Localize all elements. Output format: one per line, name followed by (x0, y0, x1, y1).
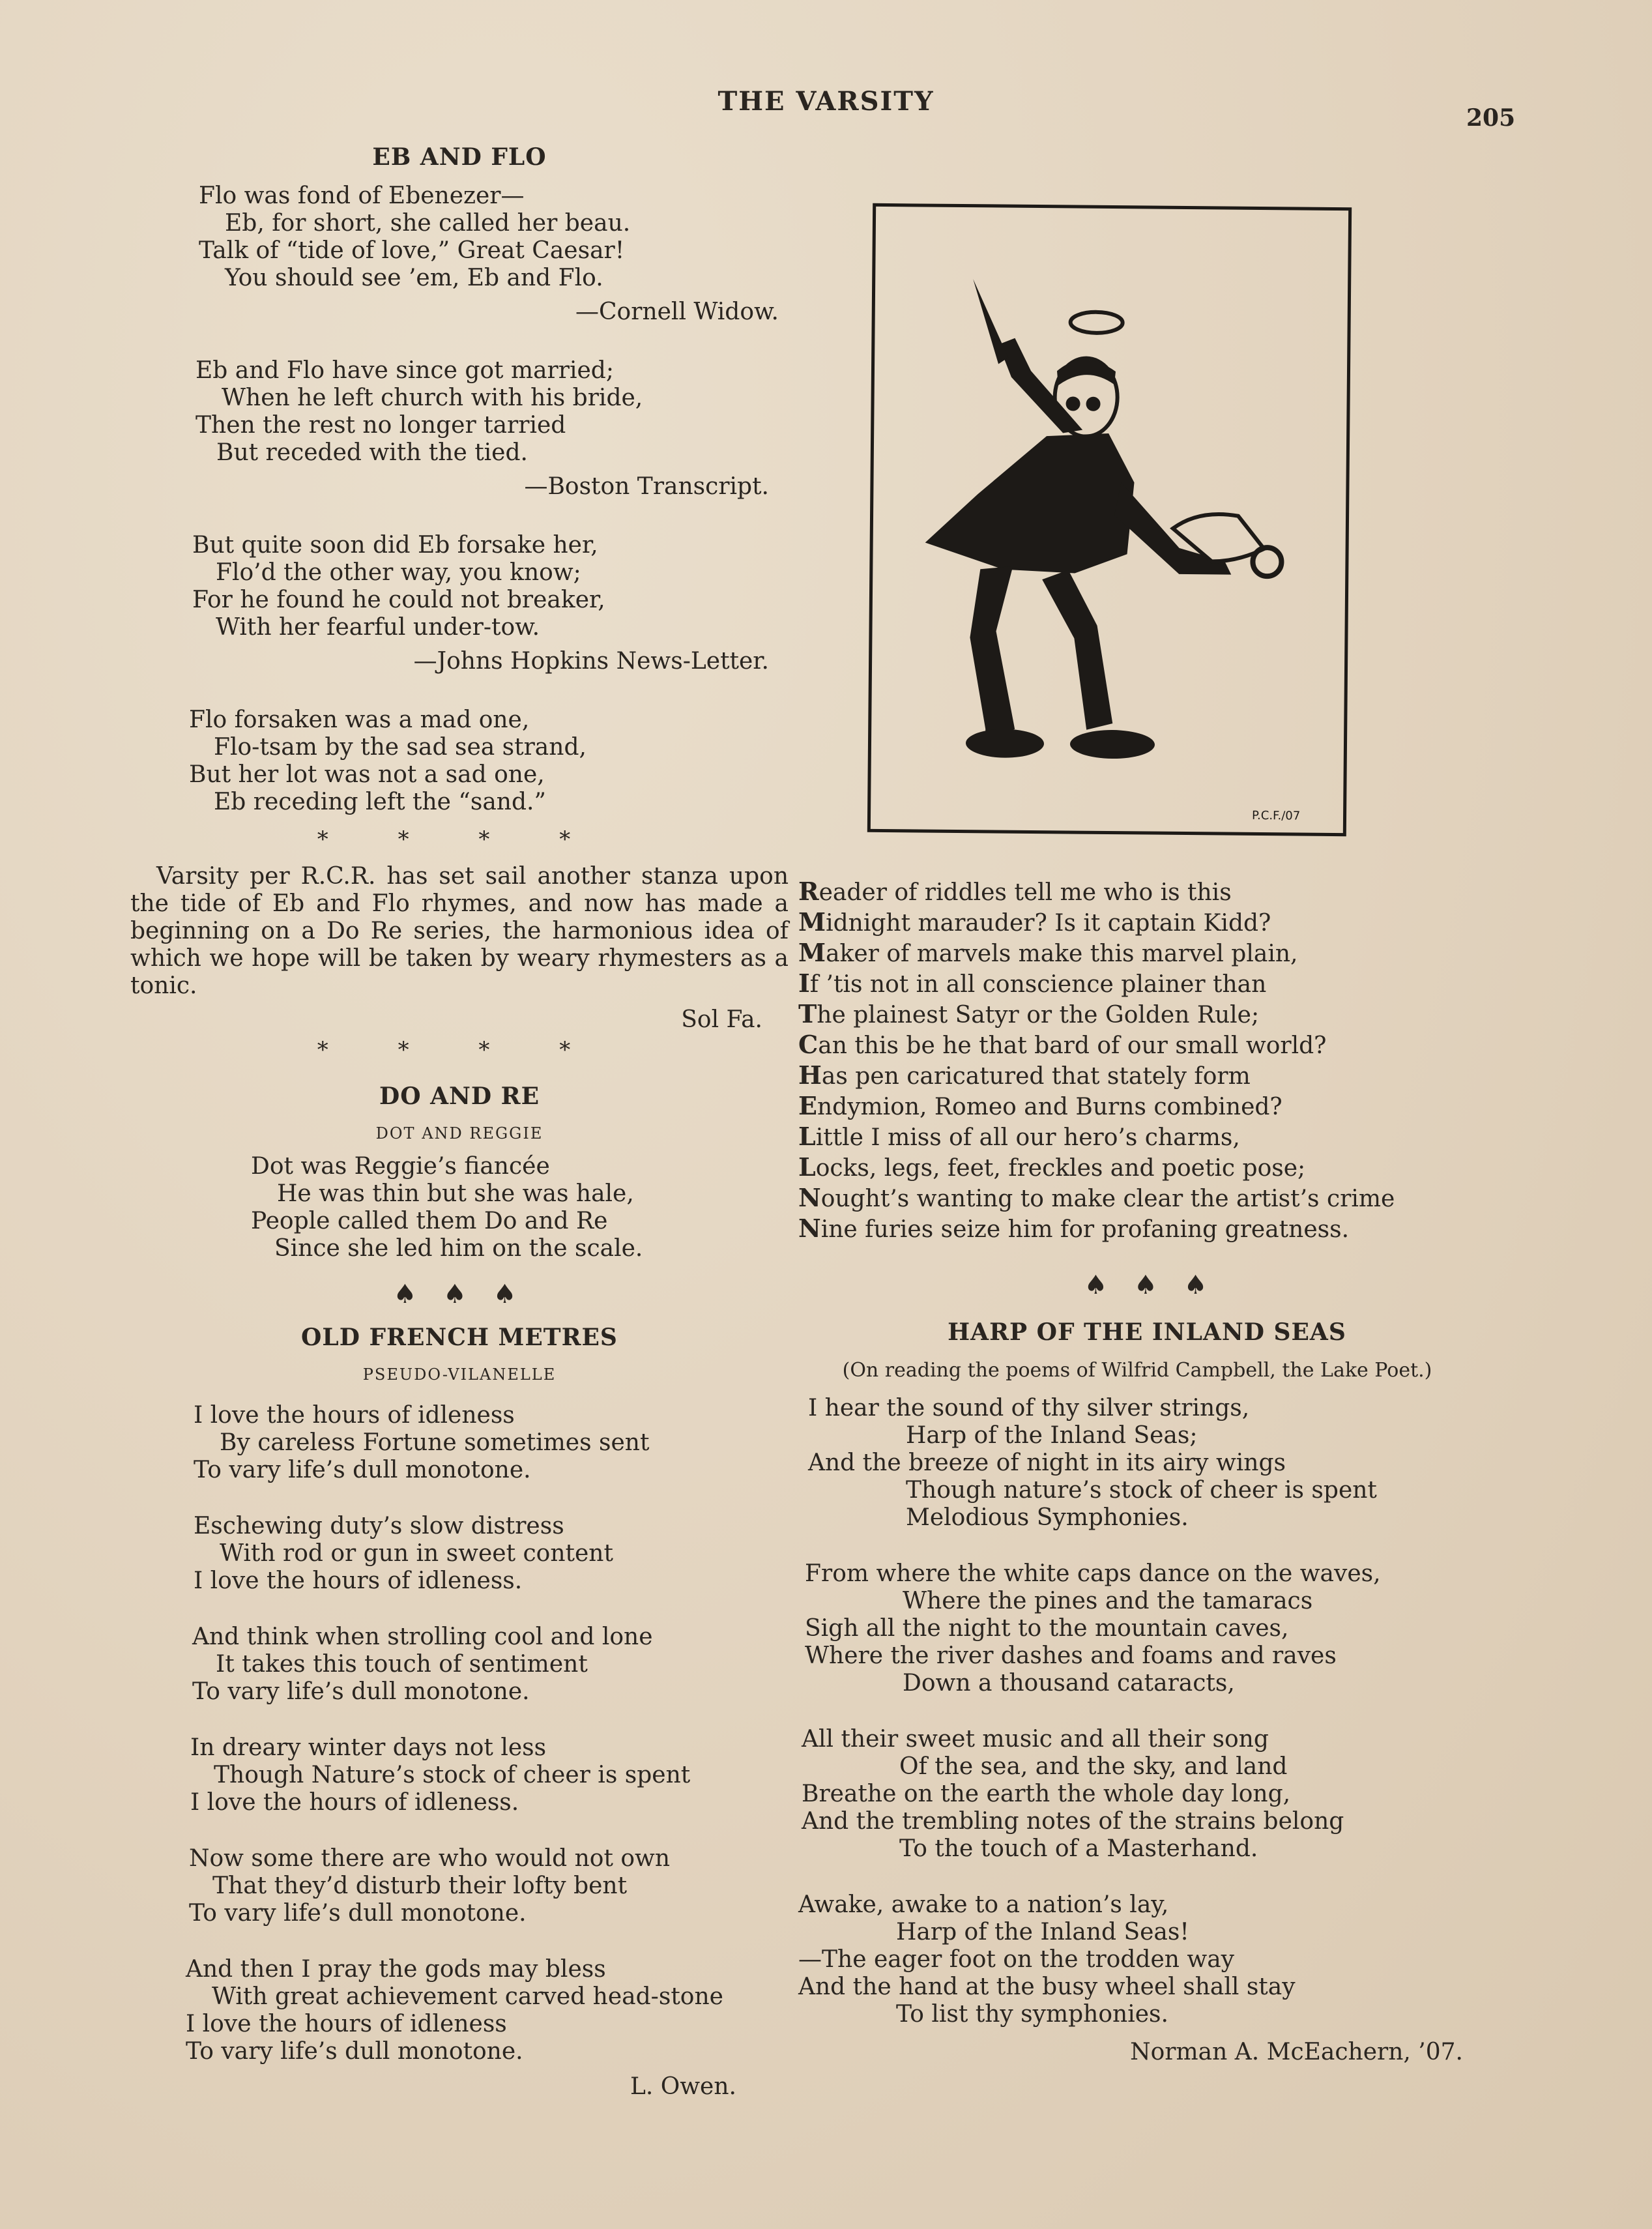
poem-line: That they’d disturb their lofty bent (212, 1872, 628, 1899)
poem-line: I love the hours of idleness (194, 1402, 515, 1429)
poem-line: All their sweet music and all their song (802, 1726, 1269, 1753)
poem-line: To vary life’s dull monotone. (192, 1678, 530, 1705)
poem-line: Eb, for short, she called her beau. (225, 210, 631, 237)
acrostic-initial: H (798, 1060, 822, 1090)
poem-line: Where the river dashes and foams and raves (805, 1642, 1337, 1669)
artist-signature: P.C.F./07 (1251, 808, 1301, 823)
old-french-metres-title: OLD FRENCH METRES (301, 1324, 618, 1351)
poem-line: Nine furies seize him for profaning greatness. (798, 1214, 1350, 1243)
quill-pen (972, 279, 1009, 364)
harp-title: HARP OF THE INLAND SEAS (948, 1318, 1346, 1346)
poem-line: Where the pines and the tamaracs (903, 1588, 1313, 1614)
poem-line: Has pen caricatured that stately form (798, 1060, 1251, 1090)
poem-line: Eb and Flo have since got married; (196, 357, 614, 384)
poem-line: Of the sea, and the sky, and land (899, 1753, 1288, 1780)
eb-stanza-2 (130, 357, 789, 501)
poem-line: With her fearful under-tow. (216, 614, 540, 641)
poem-line: I love the hours of idleness. (190, 1789, 519, 1816)
vilanelle-signature: L. Owen. (630, 2073, 736, 2100)
attribution: —Boston Transcript. (524, 473, 769, 500)
right-column (798, 877, 1476, 2065)
coat (925, 432, 1135, 574)
spade-ornament: ♠ ♠ ♠ (393, 1279, 526, 1309)
poem-line: Endymion, Romeo and Burns combined? (798, 1091, 1282, 1120)
harp-stanza-2 (798, 1560, 1476, 1697)
acrostic-initial: N (798, 1214, 821, 1243)
acrostic-initial: M (798, 907, 826, 937)
vilanelle-stanza-4 (130, 1734, 789, 1816)
poem-line: To vary life’s dull monotone. (186, 2038, 523, 2065)
left-shoe (966, 729, 1044, 758)
poem-line: Though Nature’s stock of cheer is spent (214, 1762, 691, 1788)
harp-subtitle: (On reading the poems of Wilfrid Campbell, the Lake Poet.) (842, 1359, 1432, 1382)
poem-line: Little I miss of all our hero’s charms, (798, 1122, 1240, 1151)
right-shoe (1070, 729, 1155, 759)
poem-line: To vary life’s dull monotone. (189, 1900, 527, 1927)
poem-line: Eschewing duty’s slow distress (194, 1513, 564, 1539)
acrostic-initial: C (798, 1030, 819, 1059)
right-leg (1041, 570, 1114, 730)
eb-stanza-3 (130, 532, 789, 675)
acrostic-initial: M (798, 938, 826, 967)
poem-line: And the breeze of night in its airy wings (808, 1450, 1286, 1476)
running-header: THE VARSITY (717, 86, 935, 117)
acrostic-initial: T (798, 999, 817, 1028)
poem-line: When he left church with his bride, (222, 385, 643, 411)
poem-line: If ’tis not in all conscience plainer than (798, 969, 1267, 998)
eb-stanza-1 (130, 182, 789, 326)
vilanelle-stanza-2 (130, 1513, 789, 1595)
poem-line: And then I pray the gods may bless (186, 1956, 606, 1983)
attribution: —Johns Hopkins News-Letter. (413, 648, 769, 675)
poem-line: Melodious Symphonies. (906, 1504, 1189, 1531)
vilanelle-stanza-3 (130, 1624, 789, 1706)
poem-line: Eb receding left the “sand.” (214, 789, 546, 815)
page-number: 205 (1466, 104, 1516, 132)
vilanelle-stanza-1 (130, 1402, 789, 1484)
caricature-illustration (867, 203, 1352, 836)
poem-line: Reader of riddles tell me who is this (798, 877, 1232, 906)
poem-line: Down a thousand cataracts, (903, 1670, 1235, 1697)
poem-line: Dot was Reggie’s fiancée (251, 1153, 550, 1180)
poem-line: I love the hours of idleness (186, 2011, 507, 2037)
harp-stanza-1 (798, 1395, 1476, 1532)
poem-line: Now some there are who would not own (189, 1845, 671, 1872)
poem-line: Then the rest no longer tarried (196, 412, 566, 439)
poem-line: But her lot was not a sad one, (189, 761, 545, 788)
poem-line: It takes this touch of sentiment (216, 1651, 588, 1678)
poem-line: The plainest Satyr or the Golden Rule; (798, 999, 1260, 1028)
poem-line: He was thin but she was hale, (277, 1180, 634, 1207)
acrostic-initial: I (798, 969, 810, 998)
poem-line: You should see ’em, Eb and Flo. (225, 265, 603, 291)
poem-line: To list thy symphonies. (896, 2001, 1168, 2028)
caricature-drawing (871, 207, 1348, 833)
halo (1071, 312, 1123, 333)
acrostic-initial: N (798, 1183, 821, 1212)
poem-line: But receded with the tied. (216, 439, 528, 466)
spectacles (1086, 397, 1100, 411)
acrostic-initial: L (798, 1152, 816, 1182)
poem-line: And think when strolling cool and lone (192, 1624, 653, 1650)
poem-line: Since she led him on the scale. (274, 1235, 643, 1262)
poem-line: Flo-tsam by the sad sea strand, (214, 734, 587, 761)
poem-line: I hear the sound of thy silver strings, (808, 1395, 1250, 1421)
acrostic-initial: L (798, 1122, 816, 1151)
left-leg (969, 566, 1016, 739)
poem-line: Though nature’s stock of cheer is spent (906, 1477, 1377, 1504)
harp-signature: Norman A. McEachern, ’07. (1130, 2039, 1463, 2065)
poem-line: Flo was fond of Ebenezer— (199, 182, 525, 209)
poem-line: I love the hours of idleness. (194, 1567, 523, 1594)
poem-line: For he found he could not breaker, (192, 587, 605, 613)
scroll-curl (1253, 547, 1281, 576)
harp-stanza-3 (798, 1726, 1476, 1863)
poem-line: But quite soon did Eb forsake her, (192, 532, 598, 559)
vilanelle-stanza-5 (130, 1845, 789, 1927)
poem-line: Sigh all the night to the mountain caves, (805, 1615, 1289, 1642)
poem-line: Talk of “tide of love,” Great Caesar! (199, 237, 625, 264)
poem-line: With rod or gun in sweet content (220, 1540, 613, 1567)
note-signature: Sol Fa. (681, 1006, 762, 1033)
poem-line: With great achievement carved head-stone (212, 1983, 723, 2010)
poem-line: Breathe on the earth the whole day long, (802, 1781, 1291, 1807)
do-and-re-poem (130, 1153, 789, 1262)
poem-line: Maker of marvels make this marvel plain, (798, 938, 1298, 967)
poem-line: To vary life’s dull monotone. (194, 1457, 531, 1483)
section-separator: * * * * (317, 1037, 602, 1063)
poem-line: —The eager foot on the trodden way (798, 1946, 1234, 1973)
spectacles (1065, 396, 1080, 411)
do-and-re-title: DO AND RE (379, 1083, 540, 1110)
poem-line: By careless Fortune sometimes sent (220, 1429, 650, 1456)
vilanelle-stanza-6 (130, 1956, 789, 2065)
section-separator: * * * * (317, 826, 602, 852)
poem-line: In dreary winter days not less (190, 1734, 547, 1761)
spade-ornament: ♠ ♠ ♠ (1084, 1270, 1217, 1300)
harp-stanza-4 (798, 1891, 1476, 2028)
poem-line: And the trembling notes of the strains belong (802, 1808, 1344, 1835)
poem-line: People called them Do and Re (251, 1208, 608, 1234)
old-french-metres-subtitle: PSEUDO-VILANELLE (362, 1365, 557, 1384)
acrostic-riddle (798, 877, 1476, 1244)
do-and-re-subtitle: DOT AND REGGIE (375, 1124, 543, 1143)
poem-line: Flo’d the other way, you know; (216, 559, 581, 586)
poem-line: Harp of the Inland Seas; (906, 1422, 1198, 1449)
poem-line: Locks, legs, feet, freckles and poetic pose; (798, 1152, 1306, 1182)
poem-line: Midnight marauder? Is it captain Kidd? (798, 907, 1271, 937)
attribution: —Cornell Widow. (575, 299, 779, 325)
poem-line: Harp of the Inland Seas! (896, 1919, 1189, 1945)
poem-line: From where the white caps dance on the waves, (805, 1560, 1381, 1587)
poem-line: Can this be he that bard of our small world? (798, 1030, 1327, 1059)
poem-line: Nought’s wanting to make clear the artist’s crime (798, 1183, 1395, 1212)
poem-line: To the touch of a Masterhand. (899, 1835, 1258, 1862)
poem-line: Awake, awake to a nation’s lay, (798, 1891, 1169, 1918)
acrostic-initial: E (798, 1091, 817, 1120)
poem-line: Flo forsaken was a mad one, (189, 707, 530, 733)
left-column (130, 143, 789, 2100)
acrostic-initial: R (798, 877, 819, 906)
eb-and-flo-title: EB AND FLO (372, 143, 547, 171)
editor-note: Varsity per R.C.R. has set sail another stanza upon the tide of Eb and Flo rhymes, and now has made a beginning on a Do Re series, the harmonious idea of which we hope will be taken by weary rhymesters as a tonic. (130, 863, 789, 999)
eb-stanza-4 (130, 707, 789, 816)
poem-line: And the hand at the busy wheel shall stay (798, 1974, 1296, 2000)
